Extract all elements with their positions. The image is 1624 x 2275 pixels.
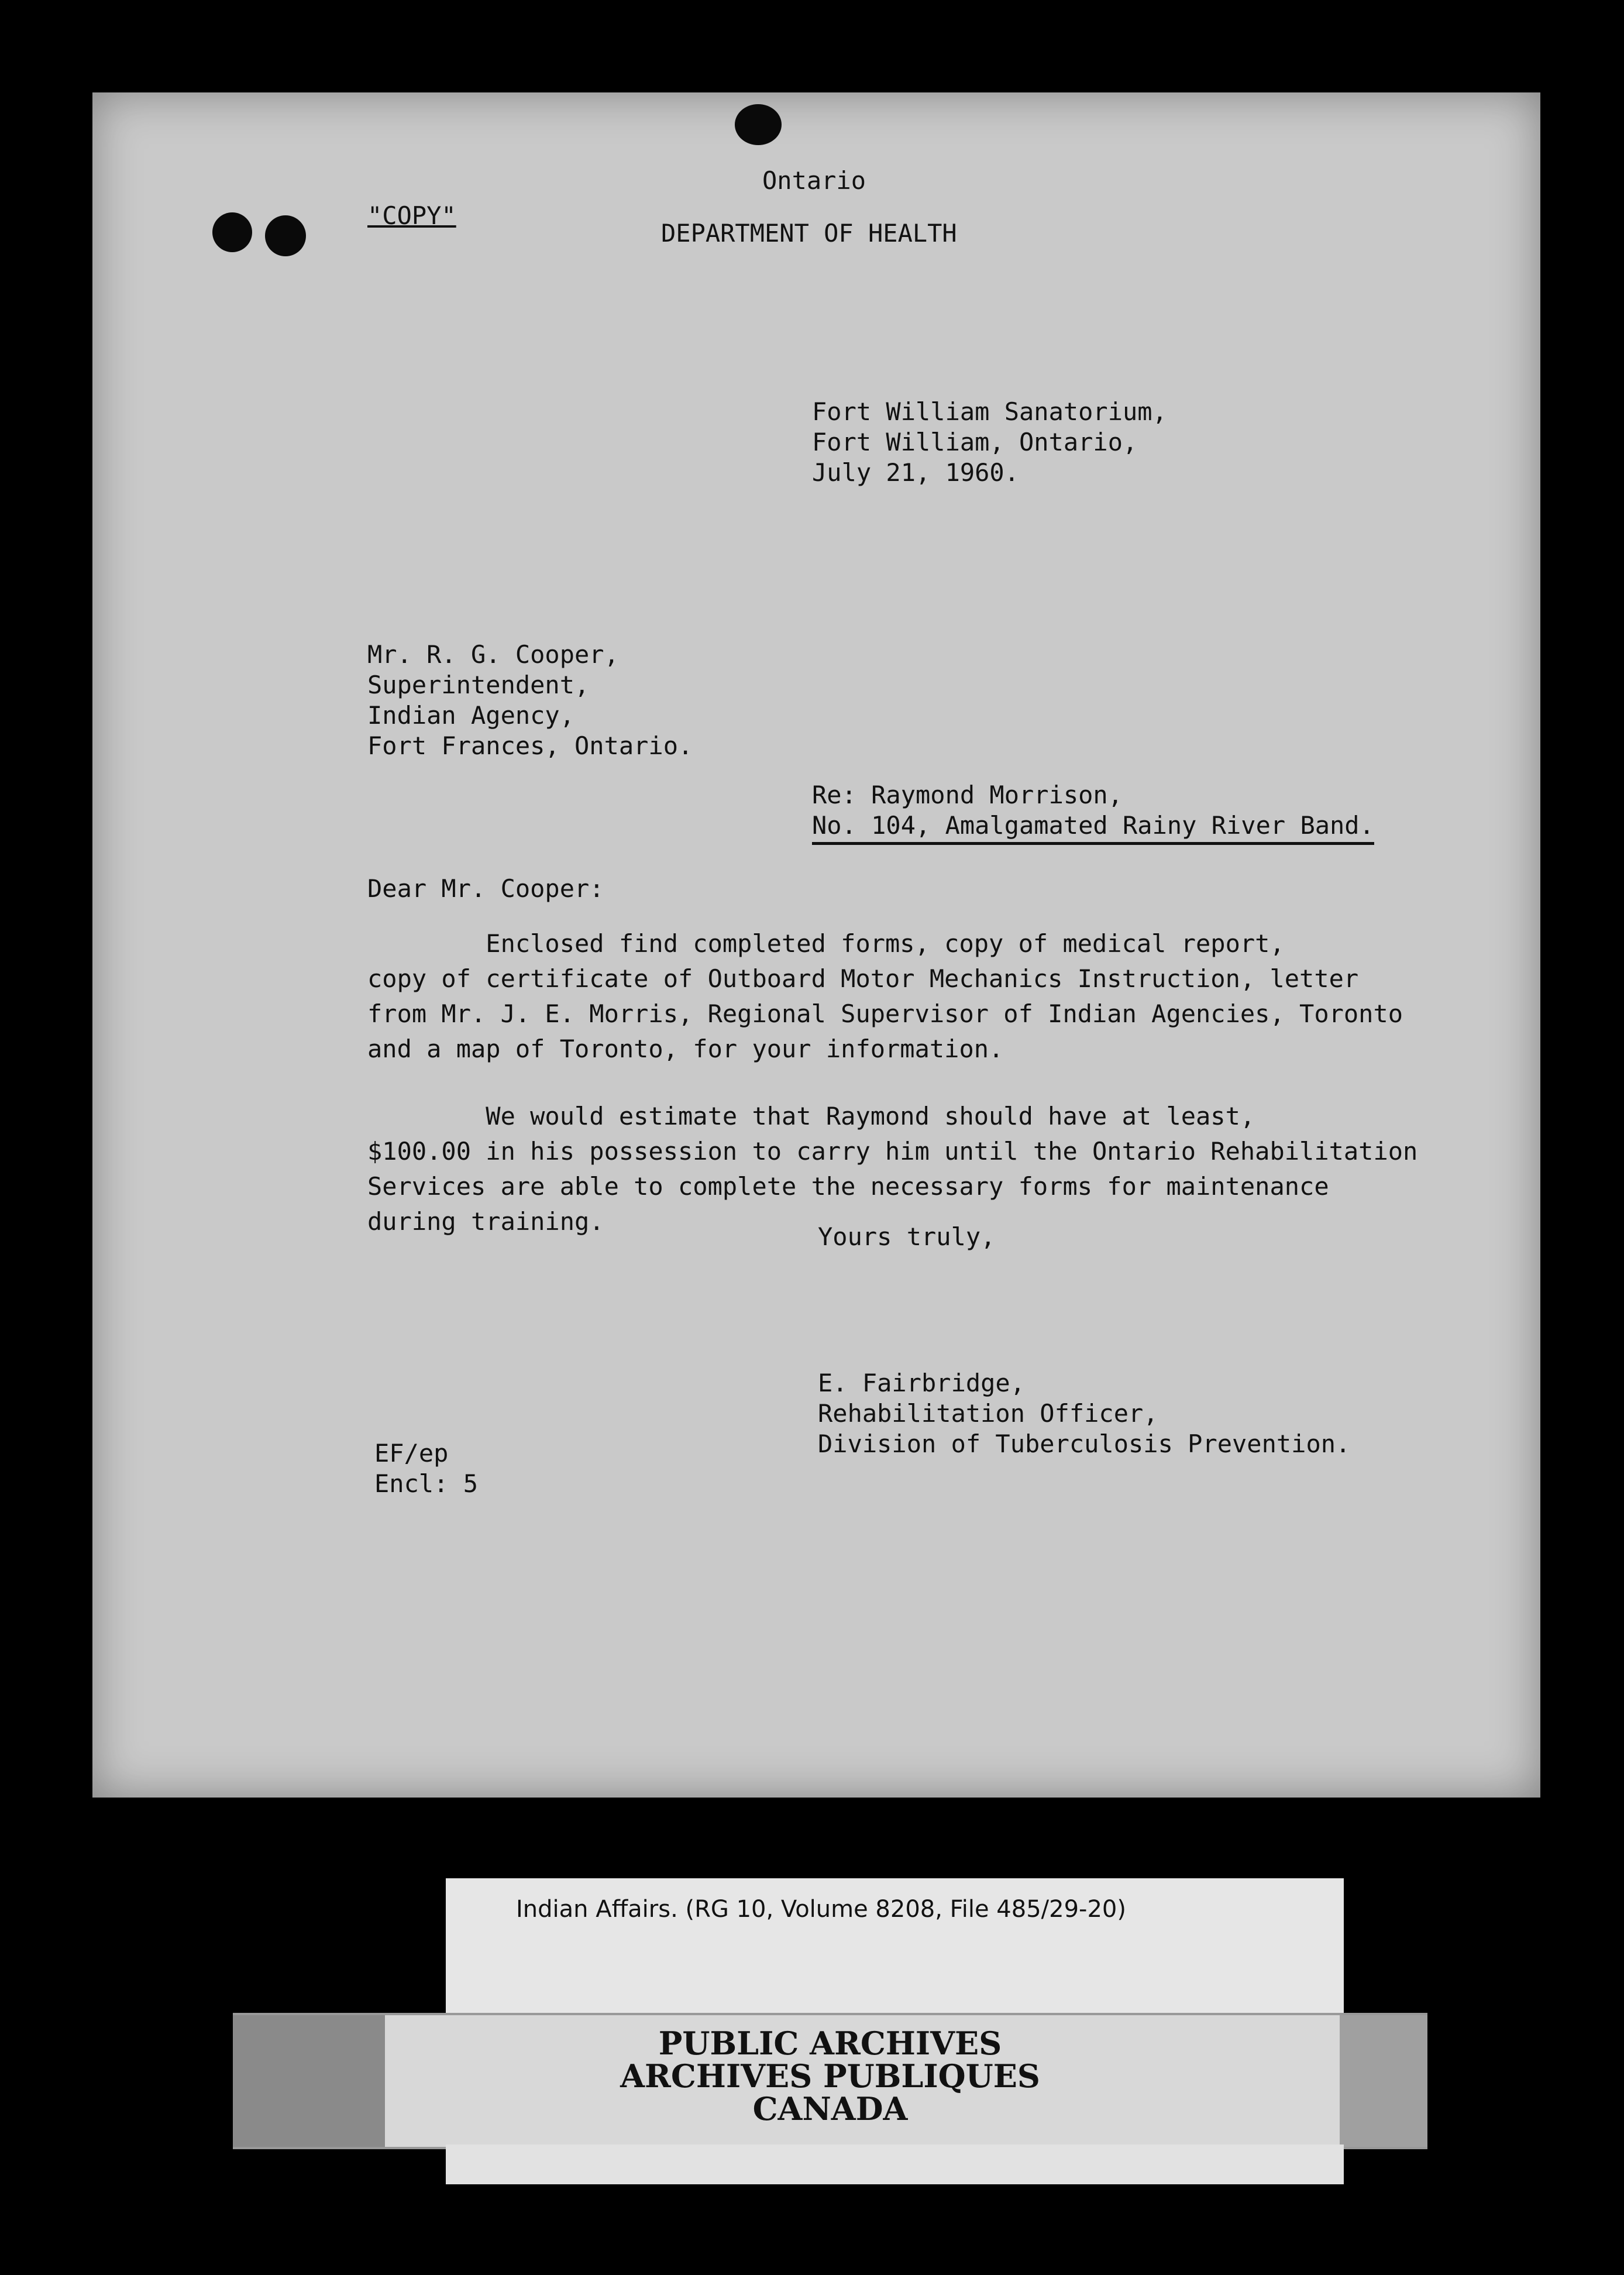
ink-blot xyxy=(265,215,306,256)
re-band-number: No. 104, Amalgamated Rainy River Band. xyxy=(812,810,1374,845)
recipient-line: Indian Agency, xyxy=(367,701,575,730)
signer-name: E. Fairbridge, xyxy=(818,1369,1026,1397)
ink-blot xyxy=(212,212,252,252)
copy-mark: "COPY" xyxy=(367,201,456,230)
label-strip xyxy=(446,2145,1344,2184)
stamp-line: PUBLIC ARCHIVES xyxy=(658,2025,1002,2062)
archive-stamp xyxy=(233,2025,1427,2128)
recipient-line: Fort Frances, Ontario. xyxy=(367,731,693,760)
typist-reference xyxy=(374,1438,478,1499)
archive-stamp-label xyxy=(233,2013,1427,2149)
recipient-line: Mr. R. G. Cooper, xyxy=(367,640,619,669)
letter-page xyxy=(92,92,1540,1798)
stamp-line: ARCHIVES PUBLIQUES xyxy=(620,2057,1040,2095)
archive-reference-label xyxy=(446,1878,1344,2019)
signature-block xyxy=(818,1368,1350,1459)
reference-line xyxy=(812,780,1374,845)
address-line: Fort William, Ontario, xyxy=(812,428,1138,456)
paragraph-line: from Mr. J. E. Morris, Regional Supervisor of Indian Agencies, Toronto xyxy=(367,999,1403,1028)
body-paragraph-1 xyxy=(367,926,1403,1067)
paragraph-line: copy of certificate of Outboard Motor Mechanics Instruction, letter xyxy=(367,964,1359,993)
enclosures: Encl: 5 xyxy=(374,1469,479,1498)
paragraph-line: We would estimate that Raymond should have at least, xyxy=(367,1102,1255,1130)
department-heading: DEPARTMENT OF HEALTH xyxy=(661,219,957,248)
ink-blot xyxy=(735,104,782,145)
paragraph-line: and a map of Toronto, for your information. xyxy=(367,1035,1004,1063)
recipient-address xyxy=(367,640,693,761)
closing: Yours truly, xyxy=(818,1222,996,1251)
initials: EF/ep xyxy=(374,1439,449,1468)
letter-date: July 21, 1960. xyxy=(812,458,1020,487)
signer-title: Rehabilitation Officer, xyxy=(818,1399,1158,1428)
salutation: Dear Mr. Cooper: xyxy=(367,874,604,903)
paragraph-line: during training. xyxy=(367,1207,604,1236)
province-heading: Ontario xyxy=(762,166,866,195)
recipient-line: Superintendent, xyxy=(367,671,590,699)
body-paragraph-2 xyxy=(367,1099,1417,1239)
stamp-line: CANADA xyxy=(752,2090,908,2128)
address-line: Fort William Sanatorium, xyxy=(812,397,1167,426)
paragraph-line: $100.00 in his possession to carry him until the Ontario Rehabilitation xyxy=(367,1137,1418,1166)
archive-reference: Indian Affairs. (RG 10, Volume 8208, File 485/29-20) xyxy=(516,1896,1126,1923)
paragraph-line: Services are able to complete the necessary forms for maintenance xyxy=(367,1172,1329,1201)
signer-division: Division of Tuberculosis Prevention. xyxy=(818,1429,1351,1458)
sender-address xyxy=(812,397,1167,488)
re-subject: Re: Raymond Morrison, xyxy=(812,781,1123,809)
paragraph-line: Enclosed find completed forms, copy of medical report, xyxy=(367,929,1285,958)
